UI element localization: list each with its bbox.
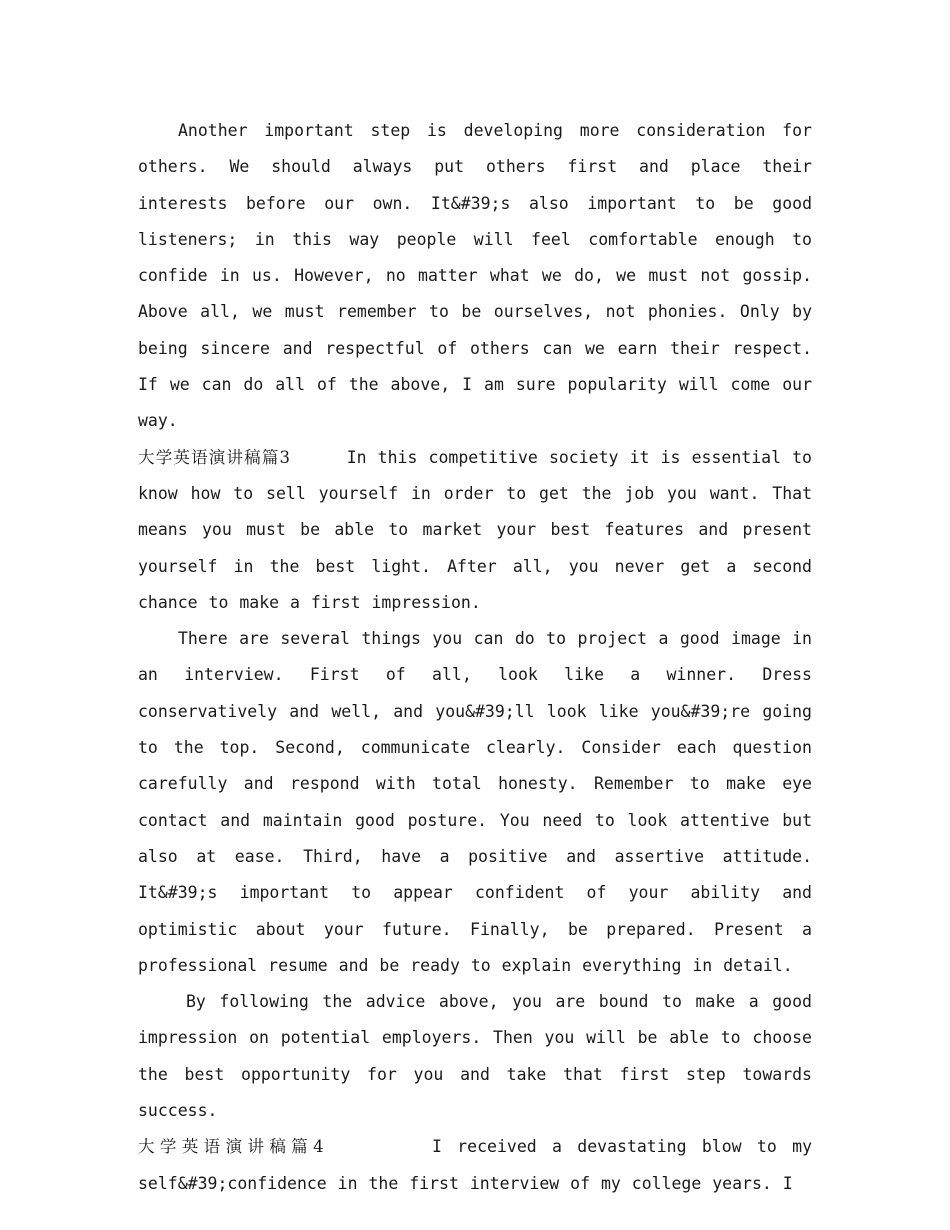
document-page	[138, 113, 812, 1202]
section-heading-speech-3: 大学英语演讲稿篇3	[138, 447, 292, 467]
paragraph-conclusion: By following the advice above, you are bound to make a good impression on potential employers. Then you will be able to choose the best opportunity for you and take that first step towards success.	[138, 992, 812, 1121]
paragraph-speech-3	[138, 440, 812, 621]
paragraph-interview-tips: There are several things you can do to project a good image in an interview. First of all, look like a winner. Dress conservatively and well, and you&#39;ll look like you&#39;re going to the top. Second, communicate clearly. Consider each question carefully and respond with total honesty. Remember to make eye contact and maintain good posture. You need to look attentive but also at ease. Third, have a positive and assertive attitude. It&#39;s important to appear confident of your ability and optimistic about your future. Finally, be prepared. Present a professional resume and be ready to explain everything in detail.	[138, 629, 812, 975]
paragraph-consideration: Another important step is developing more consideration for others. We should always put others first and place their interests before our own. It&#39;s also important to be good listeners; in this way people will feel comfortable enough to confide in us. However, no matter what we do, we must not gossip. Above all, we must remember to be ourselves, not phonies. Only by being sincere and respectful of others can we earn their respect. If we can do all of the above, I am sure popularity will come our way.	[138, 121, 812, 431]
section-heading-speech-4: 大学英语演讲稿篇4	[138, 1137, 325, 1157]
paragraph-speech-4-text: I received a devastating blow to my self&#39;confidence in the first interview of my college years. I	[138, 1137, 812, 1193]
paragraph-speech-4	[138, 1129, 812, 1202]
paragraph-speech-3-text: In this competitive society it is essential to know how to sell yourself in order to get the job you want. That means you must be able to market your best features and present yourself in the best light. After all, you never get a second chance to make a first impression.	[138, 447, 812, 612]
